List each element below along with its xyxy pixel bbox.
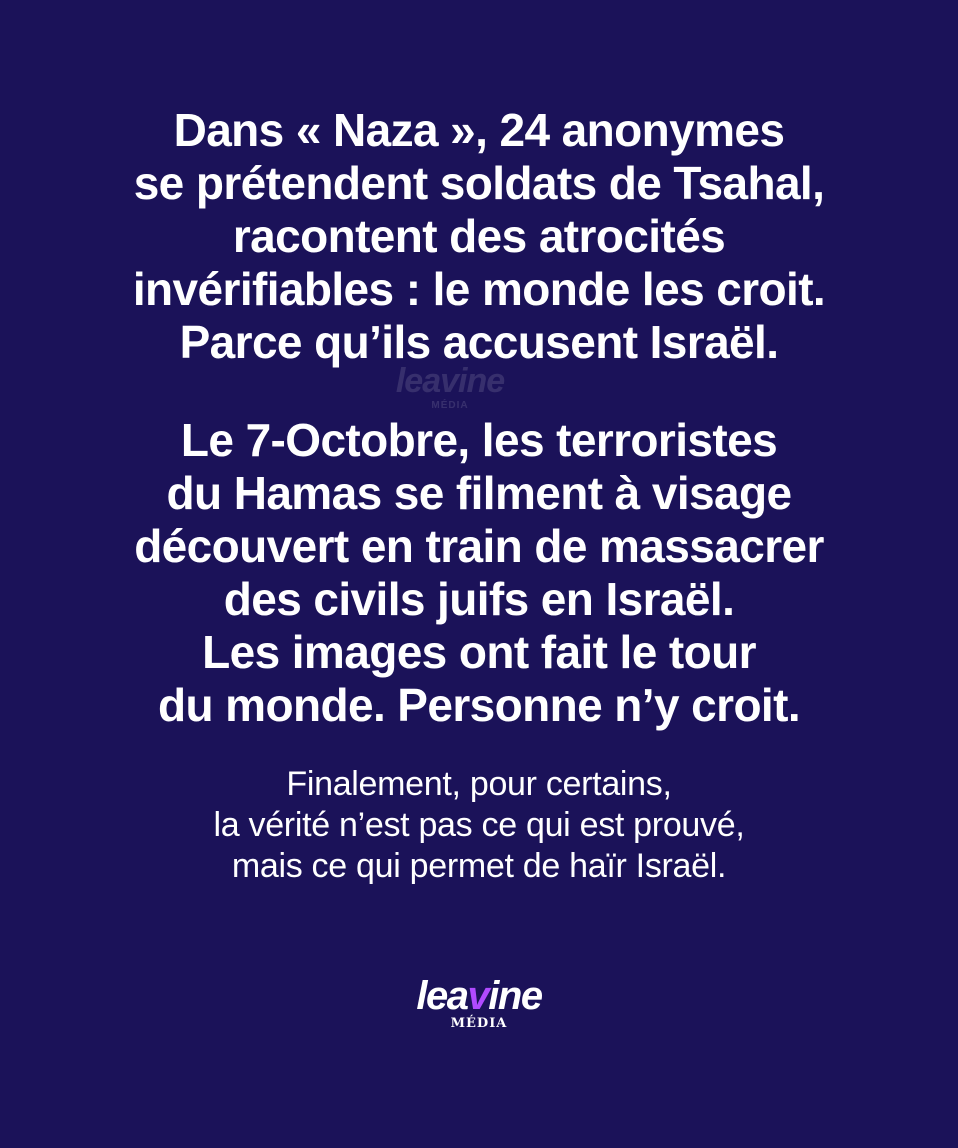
paragraph-1-line: invérifiables : le monde les croit.	[132, 263, 826, 315]
watermark-logo	[370, 362, 530, 411]
paragraph-1-line: Dans « Naza », 24 anonymes	[173, 104, 785, 156]
paragraph-2-line: du monde. Personne n’y croit.	[157, 679, 801, 731]
logo-accent-letter: v	[467, 974, 489, 1018]
logo-name-part-1: lea	[416, 974, 468, 1018]
paragraph-3-line: mais ce qui permet de haïr Israël.	[231, 847, 727, 885]
paragraph-1-line: Parce qu’ils accusent Israël.	[179, 316, 779, 368]
watermark-name: leavine	[395, 362, 505, 400]
paragraph-2	[0, 414, 958, 732]
paragraph-2-line: Le 7-Octobre, les terroristes	[180, 414, 778, 466]
paragraph-2-line: Les images ont fait le tour	[202, 626, 756, 678]
paragraph-3	[0, 764, 958, 887]
paragraph-3-line: la vérité n’est pas ce qui est prouvé,	[213, 806, 745, 844]
watermark-subtitle: MÉDIA	[431, 400, 469, 411]
paragraph-2-line: des civils juifs en Israël.	[223, 573, 735, 625]
logo-subtitle: MÉDIA	[450, 1016, 508, 1031]
paragraph-2-line: découvert en train de massacrer	[134, 520, 824, 572]
paragraph-3-line: Finalement, pour certains,	[286, 765, 672, 803]
logo-name-part-2: ine	[488, 974, 542, 1018]
paragraph-1-line: racontent des atrocités	[232, 210, 726, 262]
paragraph-1	[0, 104, 958, 369]
paragraph-1-line: se prétendent soldats de Tsahal,	[133, 157, 825, 209]
logo-name	[379, 972, 579, 1020]
brand-logo	[379, 972, 579, 1031]
paragraph-2-line: du Hamas se filment à visage	[166, 467, 792, 519]
